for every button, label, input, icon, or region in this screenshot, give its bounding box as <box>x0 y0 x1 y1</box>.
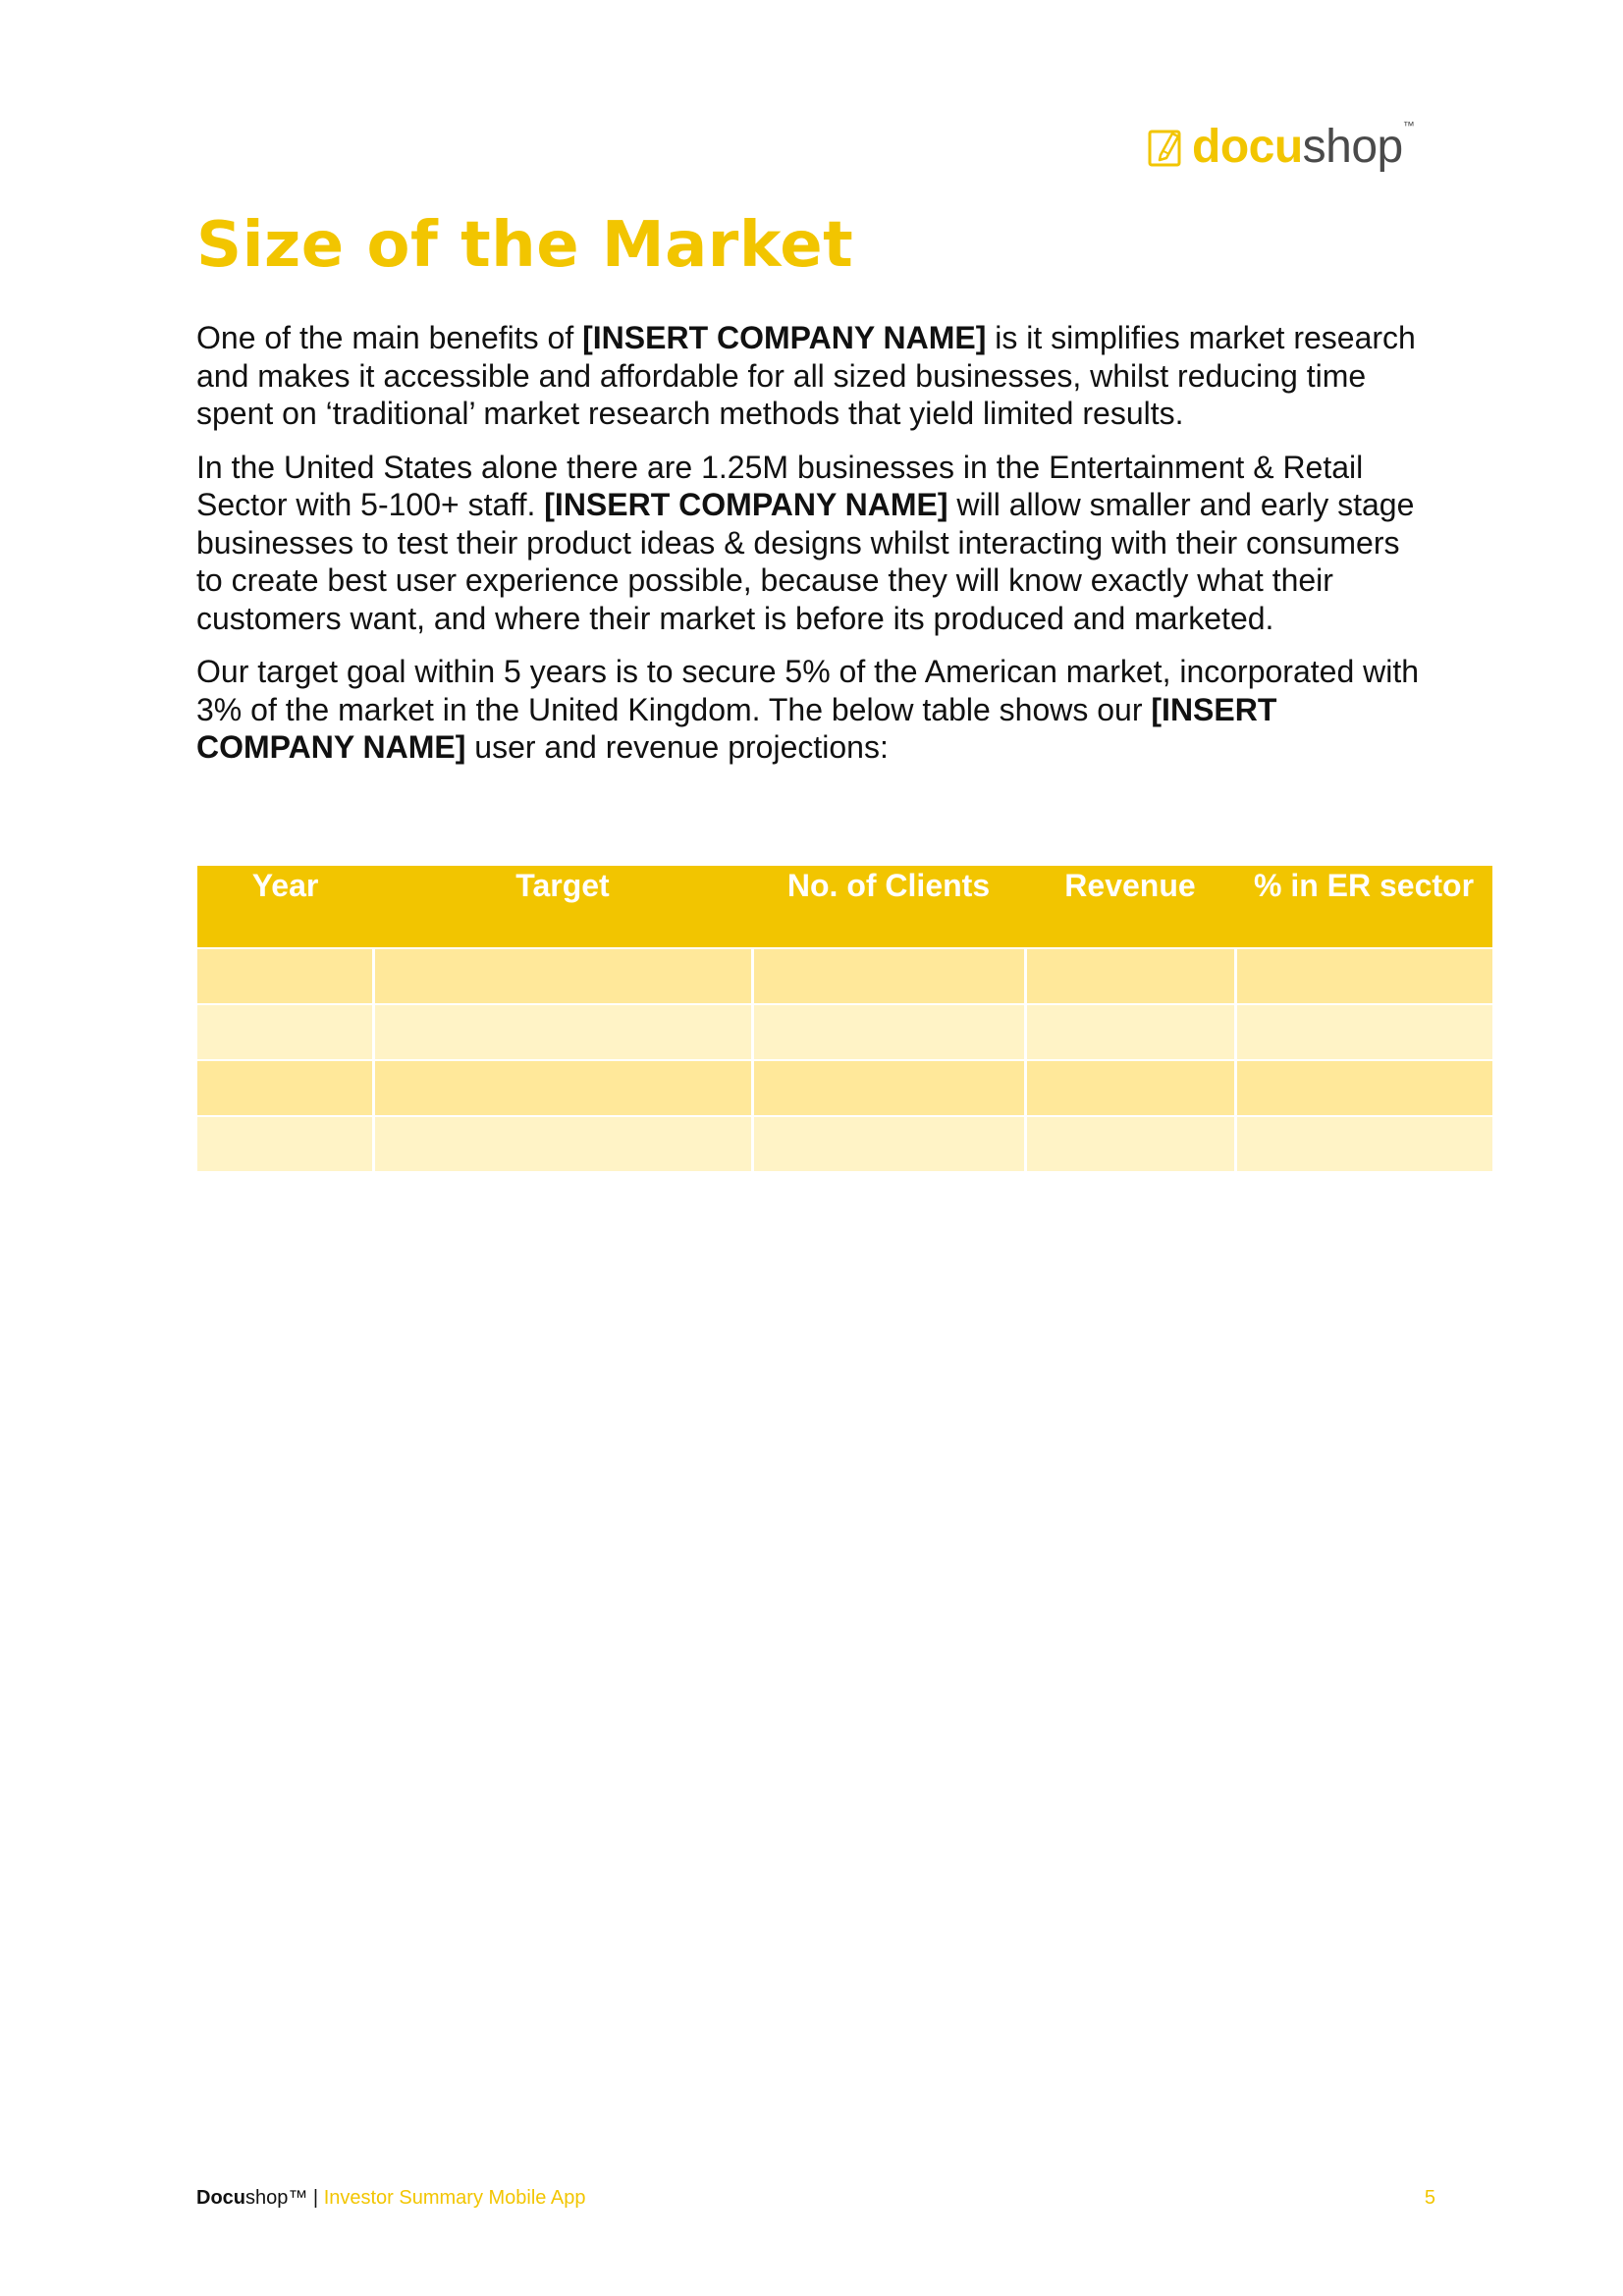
table-cell[interactable] <box>752 1060 1025 1116</box>
table-cell[interactable] <box>752 1116 1025 1171</box>
table-cell[interactable] <box>197 948 373 1004</box>
footer-separator: | <box>307 2187 324 2209</box>
logo-wordmark-docu: docu <box>1192 121 1303 173</box>
table-header-row <box>197 866 1492 948</box>
table-cell[interactable] <box>1235 948 1492 1004</box>
paragraph-target-goal-text-end: user and revenue projections: <box>465 729 889 765</box>
logo-trademark: ™ <box>1402 119 1415 133</box>
table-cell[interactable] <box>1235 1004 1492 1060</box>
paragraph-market-size-text-end: will allow smaller and early stage businesses to test their product ideas & designs whilst interacting with their consumers to create best user experience possible, because they will know exactly what their customers want, and where their market is before its produced and marketed. <box>196 487 1415 636</box>
table-cell[interactable] <box>373 1004 752 1060</box>
table-cell[interactable] <box>1025 948 1235 1004</box>
table-row <box>197 1116 1492 1171</box>
footer-left <box>196 2185 585 2211</box>
table-cell[interactable] <box>1235 1116 1492 1171</box>
pencil-document-icon <box>1147 126 1186 169</box>
paragraph-market-size <box>196 449 1434 638</box>
company-name-placeholder: [INSERT COMPANY NAME] <box>196 691 1277 765</box>
table-cell[interactable] <box>752 948 1025 1004</box>
logo-wordmark-shop: shop <box>1302 121 1403 173</box>
header-revenue: Revenue <box>1025 866 1235 948</box>
paragraph-benefits-text-end: is it simplifies market research and makes it accessible and affordable for all sized businesses, whilst reducing time spent on ‘traditional’ market research methods that yield limited results. <box>196 320 1416 431</box>
header-clients: No. of Clients <box>752 866 1025 948</box>
table-cell[interactable] <box>373 948 752 1004</box>
paragraph-target-goal-text-start: Our target goal within 5 years is to secure 5% of the American market, incorporated with 3% of the market in the United Kingdom. The below table shows our <box>196 654 1420 727</box>
logo-wordmark <box>1192 119 1415 173</box>
company-name-placeholder: [INSERT COMPANY NAME] <box>582 320 987 355</box>
header-year: Year <box>197 866 373 948</box>
company-name-placeholder: [INSERT COMPANY NAME] <box>544 487 948 522</box>
page-title: Size of the Market <box>196 209 854 282</box>
table-cell[interactable] <box>1235 1060 1492 1116</box>
table-row <box>197 1060 1492 1116</box>
table-row <box>197 948 1492 1004</box>
table-cell[interactable] <box>197 1004 373 1060</box>
table-cell[interactable] <box>1025 1004 1235 1060</box>
table-cell[interactable] <box>1025 1116 1235 1171</box>
paragraph-target-goal <box>196 653 1434 767</box>
table-cell[interactable] <box>752 1004 1025 1060</box>
page-footer <box>196 2185 1435 2211</box>
paragraph-market-size-text-start: In the United States alone there are 1.25M businesses in the Entertainment & Retail Sector with 5-100+ staff. <box>196 449 1364 522</box>
header-target: Target <box>373 866 752 948</box>
footer-brand-bold: Docu <box>196 2187 245 2209</box>
footer-brand: shop™ <box>245 2187 308 2209</box>
paragraph-benefits <box>196 319 1434 433</box>
table-cell[interactable] <box>1025 1060 1235 1116</box>
table-cell[interactable] <box>373 1060 752 1116</box>
projections-table <box>197 866 1492 1171</box>
body-text <box>196 319 1434 782</box>
paragraph-benefits-text-start: One of the main benefits of <box>196 320 583 355</box>
header-percent-er-sector: % in ER sector <box>1235 866 1492 948</box>
page-number: 5 <box>1424 2187 1435 2209</box>
footer-document-title: Investor Summary Mobile App <box>323 2187 586 2209</box>
table-cell[interactable] <box>197 1060 373 1116</box>
table-row <box>197 1004 1492 1060</box>
docushop-logo <box>1147 120 1414 175</box>
table-cell[interactable] <box>197 1116 373 1171</box>
table-cell[interactable] <box>373 1116 752 1171</box>
